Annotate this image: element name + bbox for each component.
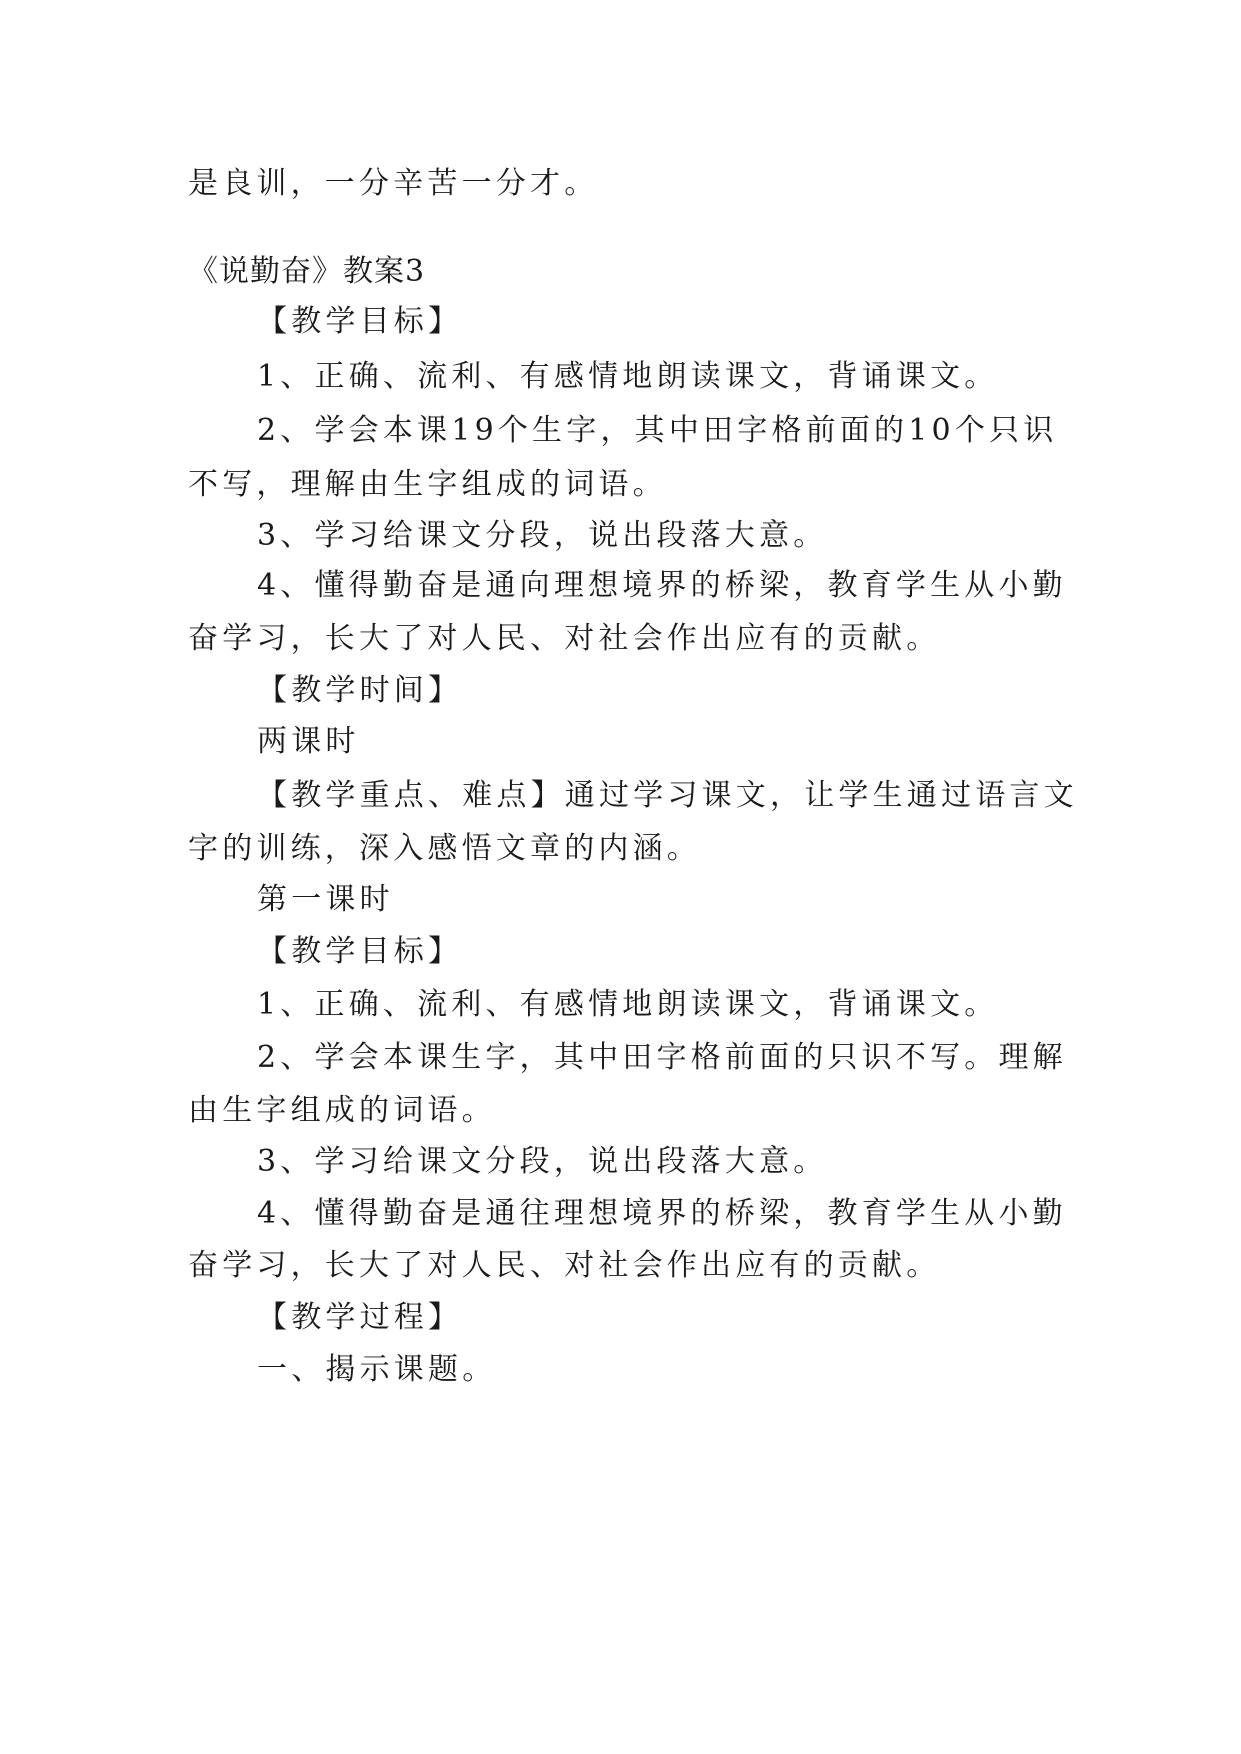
key-points: 【教学重点、难点】通过学习课文，让学生通过语言文 bbox=[257, 778, 1078, 813]
goal-item-2-cont: 不写，理解由生字组成的词语。 bbox=[188, 467, 667, 502]
key-points-cont: 字的训练，深入感悟文章的内涵。 bbox=[188, 831, 701, 866]
process-step-1: 一、揭示课题。 bbox=[257, 1352, 497, 1387]
goal-item-2: 2、学会本课19个生字，其中田字格前面的10个只识 bbox=[257, 413, 1058, 448]
goal-item-3: 3、学习给课文分段，说出段落大意。 bbox=[257, 518, 828, 553]
goal2-item-4-cont: 奋学习，长大了对人民、对社会作出应有的贡献。 bbox=[188, 1248, 941, 1283]
text-line-continuation: 是良训，一分辛苦一分才。 bbox=[188, 166, 599, 201]
goal2-item-2-cont: 由生字组成的词语。 bbox=[188, 1093, 496, 1128]
section-heading-goals-2: 【教学目标】 bbox=[257, 934, 463, 969]
goal2-item-2: 2、学会本课生字，其中田字格前面的只识不写。理解 bbox=[257, 1040, 1067, 1075]
section-heading-time: 【教学时间】 bbox=[257, 673, 463, 708]
section-heading-process: 【教学过程】 bbox=[257, 1300, 463, 1335]
section-heading-goals: 【教学目标】 bbox=[257, 304, 463, 339]
goal2-item-1: 1、正确、流利、有感情地朗读课文，背诵课文。 bbox=[257, 987, 999, 1022]
lesson-title: 《说勤奋》教案3 bbox=[188, 254, 426, 289]
goal-item-4-cont: 奋学习，长大了对人民、对社会作出应有的贡献。 bbox=[188, 621, 941, 656]
first-period-heading: 第一课时 bbox=[257, 882, 394, 917]
goal2-item-4: 4、懂得勤奋是通往理想境界的桥梁，教育学生从小勤 bbox=[257, 1196, 1067, 1231]
goal-item-4: 4、懂得勤奋是通向理想境界的桥梁，教育学生从小勤 bbox=[257, 568, 1067, 603]
time-value: 两课时 bbox=[257, 724, 360, 759]
goal-item-1: 1、正确、流利、有感情地朗读课文，背诵课文。 bbox=[257, 359, 999, 394]
goal2-item-3: 3、学习给课文分段，说出段落大意。 bbox=[257, 1144, 828, 1179]
